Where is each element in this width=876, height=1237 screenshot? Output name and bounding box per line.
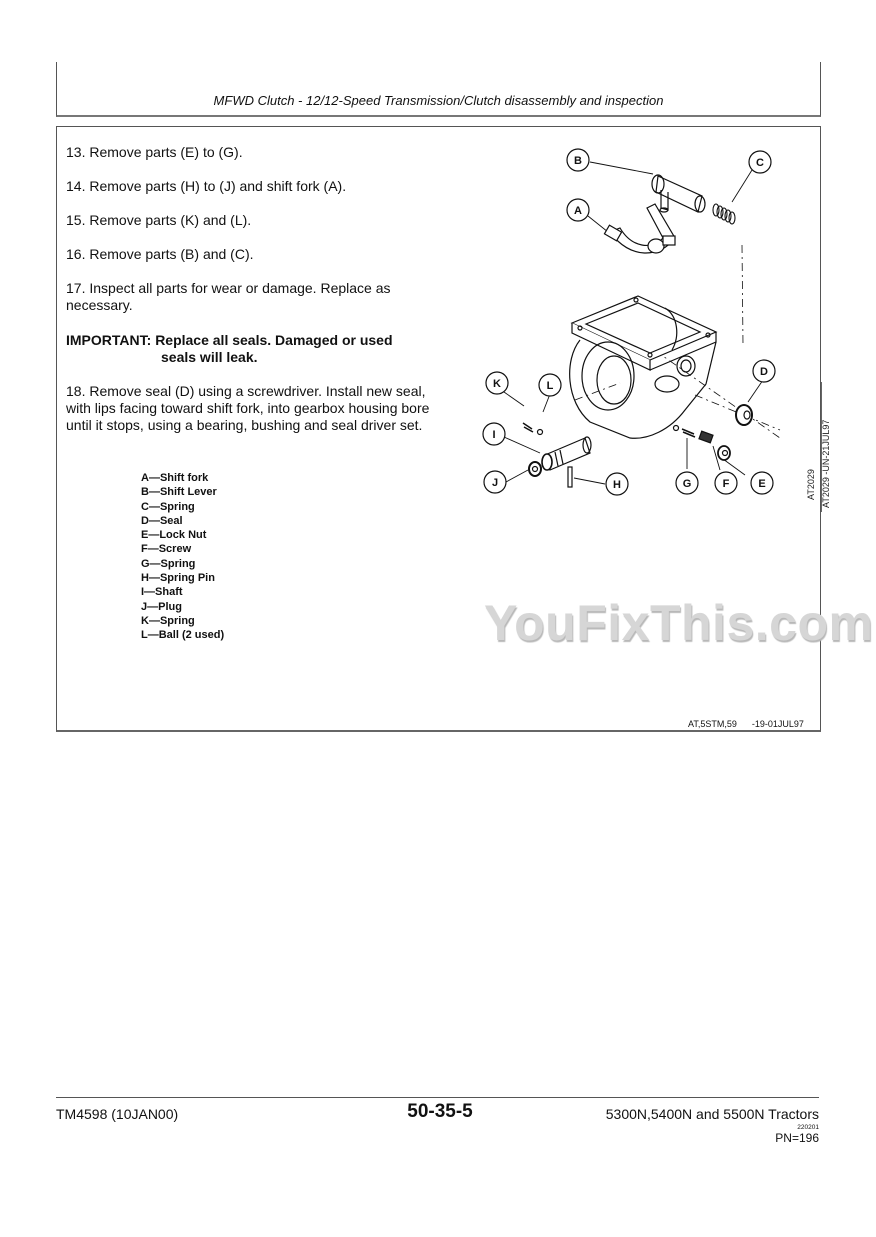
image-code-full: AT2029 -UN-21JUL97: [821, 419, 831, 508]
legend-item: G—Spring: [141, 557, 196, 570]
callout-k: [486, 372, 508, 394]
svg-text:F: F: [722, 478, 730, 490]
callout-b: [567, 149, 589, 171]
callout-a: [567, 199, 589, 221]
svg-text:A: A: [574, 205, 582, 217]
callout-j: [484, 471, 506, 493]
svg-text:B: B: [574, 155, 582, 167]
callout-l: [539, 374, 561, 396]
important-line2: seals will leak.: [161, 349, 258, 365]
footer-product: 5300N,5400N and 5500N Tractors: [605, 1106, 819, 1122]
important-line1: Replace all seals. Damaged or used: [155, 332, 393, 348]
svg-text:J: J: [491, 477, 499, 489]
svg-text:C: C: [756, 157, 764, 169]
legend-item: C—Spring: [141, 500, 195, 513]
legend-item: H—Spring Pin: [141, 572, 215, 585]
step-14: 14. Remove parts (H) to (J) and shift fork (A).: [66, 178, 347, 194]
svg-text:I: I: [492, 429, 496, 441]
section-title: MFWD Clutch - 12/12-Speed Transmission/Clutch disassembly and inspection: [213, 93, 664, 108]
step-15: 15. Remove parts (K) and (L).: [66, 212, 252, 228]
exploded-parts-diagram: [480, 140, 820, 520]
footer-code: 220201: [797, 1124, 819, 1131]
callout-h: [606, 473, 628, 495]
watermark: YouFixThis.com: [484, 595, 874, 651]
legend-item: B—Shift Lever: [141, 486, 217, 499]
image-code: AT2029: [806, 469, 816, 500]
footer-rule: [56, 1097, 819, 1098]
legend-item: D—Seal: [141, 514, 183, 527]
svg-text:L: L: [546, 380, 554, 392]
callout-c: [749, 151, 771, 173]
step-18: 18. Remove seal (D) using a screwdriver. Install new seal, with lips facing toward shift fork, into gearbox housing bore until it stops, using a bearing, bushing and seal driver set.: [66, 383, 430, 433]
footer-manual-id: TM4598 (10JAN00): [56, 1106, 179, 1122]
step-17: 17. Inspect all parts for wear or damage. Replace as necessary.: [66, 280, 391, 313]
legend-item: A—Shift fork: [141, 472, 209, 484]
important-note: [66, 332, 393, 349]
svg-text:H: H: [613, 479, 621, 491]
svg-text:D: D: [760, 366, 768, 378]
legend-item: I—Shaft: [141, 586, 183, 599]
important-label: IMPORTANT:: [66, 332, 152, 348]
footer-pn: PN=196: [775, 1131, 819, 1145]
legend-item: E—Lock Nut: [141, 529, 207, 542]
svg-text:G: G: [682, 478, 692, 490]
legend-item: K—Spring: [141, 614, 195, 627]
callout-d: [753, 360, 775, 382]
callout-f: [715, 472, 737, 494]
svg-text:K: K: [493, 378, 501, 390]
step-16: 16. Remove parts (B) and (C).: [66, 246, 254, 262]
legend-item: L—Ball (2 used): [141, 629, 225, 642]
callout-g: [676, 472, 698, 494]
svg-text:E: E: [758, 478, 766, 490]
callout-i: [483, 423, 505, 445]
callout-e: [751, 472, 773, 494]
box-reference-code: AT,5STM,59 -19-01JUL97: [688, 719, 804, 729]
footer-page-number: 50-35-5: [407, 1101, 473, 1122]
section-header-box: [56, 62, 821, 117]
parts-legend: [141, 471, 224, 643]
step-13: 13. Remove parts (E) to (G).: [66, 144, 243, 160]
legend-item: F—Screw: [141, 543, 192, 556]
legend-item: J—Plug: [141, 600, 182, 613]
